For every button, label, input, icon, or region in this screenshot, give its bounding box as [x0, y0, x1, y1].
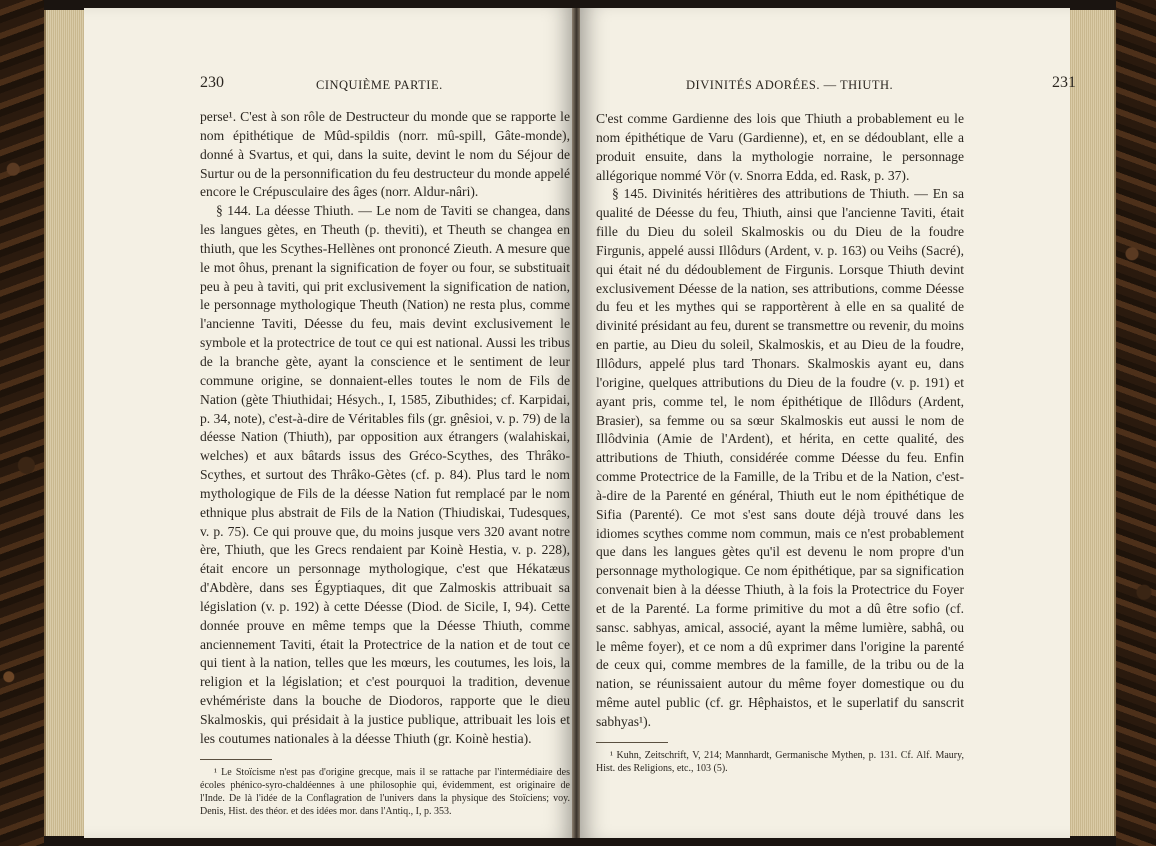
running-head: DIVINITÉS ADORÉES. — THIUTH.	[686, 78, 894, 92]
page-block-right	[1068, 10, 1116, 836]
page-block-left	[44, 10, 86, 836]
footnote-rule	[596, 742, 668, 743]
footnote-text: ¹ Kuhn, Zeitschrift, V, 214; Mannhardt, Germanische Mythen, p. 131. Cf. Alf. Maury, Hist. des Religions, etc., 103 (5).	[596, 749, 964, 774]
right-page	[580, 8, 1076, 838]
footnote-text: ¹ Le Stoïcisme n'est pas d'origine grecque, mais il se rattache par l'intermédiaire des écoles phénico-syro-chaldéennes à une philosophie qui, évidemment, est originaire de l'Inde. De là l'idée de la Conflagration de l'univers dans la physique des Stoïciens; voy. Denis, Hist. des théor. et des idées mor. dans l'Antiq., I, p. 353.	[200, 766, 570, 817]
page-number: 231	[1052, 74, 1076, 91]
body-text	[596, 110, 964, 775]
paragraph: § 145. Divinités héritières des attributions de Thiuth. — En sa qualité de Déesse du feu, Thiuth, ainsi que l'ancienne Taviti, était fille du Dieu du soleil Skalmoskis ou du Dieu de la foudre Firgunis, appelé aussi Illôdurs (Ardent, v. p. 163) ou Veihs (Sacré), qui était né du dédoublement de Firgunis. Lorsque Thiuth devint exclusivement Déesse de la nation, ses attributions, comme Déesse du feu et les mythes qui se rapportèrent à elle en sa qualité de divinité présidant au feu, durent se transmettre ou revenir, du moins en partie, au Dieu du soleil, Skalmoskis, et au Dieu de la foudre, Illôdurs, appelé plus tard Thonars. Skalmoskis ayant eu, dans l'origine, quelques attributions du Dieu de la foudre (v. p. 191) et ayant pris, comme tel, le nom épithétique de Illôdurs (Ardent, Brasier), sa femme ou sa sœur Skalmoskis eut aussi le nom de Illôdvinia (Amie de l'Ardent), et hérita, en cette qualité, des attributions de Thiuth, considérée comme Déesse du feu. Enfin comme Protectrice de la Famille, de la Tribu et de la Nation, c'est-à-dire de la Parenté en général, Thiuth eut le nom épithétique de Sifia (Parenté). Ce mot s'est sans doute déjà trouvé dans les idiomes scythes comme nom commun, mais ce n'est probablement que dans les langues gètes qu'il est devenu le nom propre d'un personnage mythologique. Ce nom épithétique, par sa signification convenait bien à la déesse Thiuth, à la fois la Protectrice du Foyer et de la Parenté. La forme primitive du mot a dû être sofio (cf. sansc. sabhyas, amical, associé, ayant la même lumière, sabhâ, ou le même foyer), et ce nom a dû exprimer dans l'origine la parenté de ceux qui, comme membres de la famille, de la tribu ou de la nation, se réunissaient autour du même foyer domestique ou du même autel public (cf. gr. Hêphaistos, et le superlatif du sanscrit sabhyas¹).	[596, 186, 964, 729]
body-text	[200, 108, 570, 818]
footnote	[596, 749, 964, 775]
page-number: 230	[200, 74, 224, 91]
book-edge-right	[1116, 0, 1156, 846]
footnote-rule	[200, 759, 272, 760]
paragraph: § 144. La déesse Thiuth. — Le nom de Taviti se changea, dans les langues gètes, en Theuth (p. theviti), et Theuth se changea en thiuth, que les Scythes-Hellènes ont prononcé Zieuth. A mesure que le mot ôhus, prenant la signification de foyer ou four, se substituait peu à peu à taviti, qui prit exclusivement la signification de nation, le personnage mythologique Theuth (Nation) ne resta plus, comme l'ancienne Taviti, Déesse du feu, mais devint exclusivement le symbole et la protectrice de tout ce qui est national. Aussi les tribus de la branche gète, ayant la conscience et le sentiment de leur commune origine, se donnaient-elles toutes le nom de Fils de Nation (gète Thiuthidai; Hésych., I, 1585, Zibuthides; cf. Karpidai, p. 34, note), c'est-à-dire de Véritables fils (gr. gnêsioi, v. p. 79) de la déesse Nation (Thiuth), par opposition aux étrangers (walahiskai, welches) et aux bâtards issus des Gréco-Scythes, des Thrâko-Scythes, et surtout des Thrâko-Gètes (cf. p. 84). Plus tard le nom mythologique de Fils de la déesse Nation fut remplacé par le nom ethnique plus abstrait de Fils de la Nation (Thiudiskai, Tudesques, v. p. 75). Ce qui prouve que, du moins jusque vers 320 avant notre ère, Thiuth, que les Grecs rendaient par Koinè Hestia, v. p. 228), était encore un personnage mythologique, c'est que Hékatæus d'Abdère, dans ses Égyptiaques, dit que Zalmoskis attribuait sa législation (v. p. 192) à cette Déesse (Diod. de Sicile, I, 94). Cette donnée prouve en même temps que la Déesse Thiuth, comme anciennement Taviti, était la Protectrice de la nation et de tout ce qui tient à la nation, telles que les mœurs, les coutumes, les lois, la religion et la législation; et c'est pourquoi la tradition, devenue evhémériste dans la bouche de Diodoros, rapporte que le dieu Skalmoskis, qui présidait à la justice publique, attribuait les lois et les coutumes nationales à la déesse Thiuth (gr. Koinè hestia).	[200, 203, 570, 746]
book-edge-left	[0, 0, 44, 846]
footnote	[200, 766, 570, 818]
left-page	[84, 8, 573, 838]
paragraph: C'est comme Gardienne des lois que Thiuth a probablement eu le nom épithétique de Varu (Gardienne), et, en se dédoublant, elle a produit ensuite, dans la mythologie norraine, le personnage allégorique nommé Vör (v. Snorra Edda, ed. Rask, p. 37).	[596, 111, 964, 183]
paragraph: perse¹. C'est à son rôle de Destructeur du monde que se rapporte le nom épithétique de Mûd-spildis (norr. mû-spill, Gâte-monde), donné à Svartus, et qui, dans la suite, devint le nom du Séjour de Surtur ou de la personnification du feu destructeur du monde appelé encore le Crépusculaire des âges (norr. Aldur-nâri).	[200, 109, 570, 200]
running-head: CINQUIÈME PARTIE.	[316, 78, 443, 92]
